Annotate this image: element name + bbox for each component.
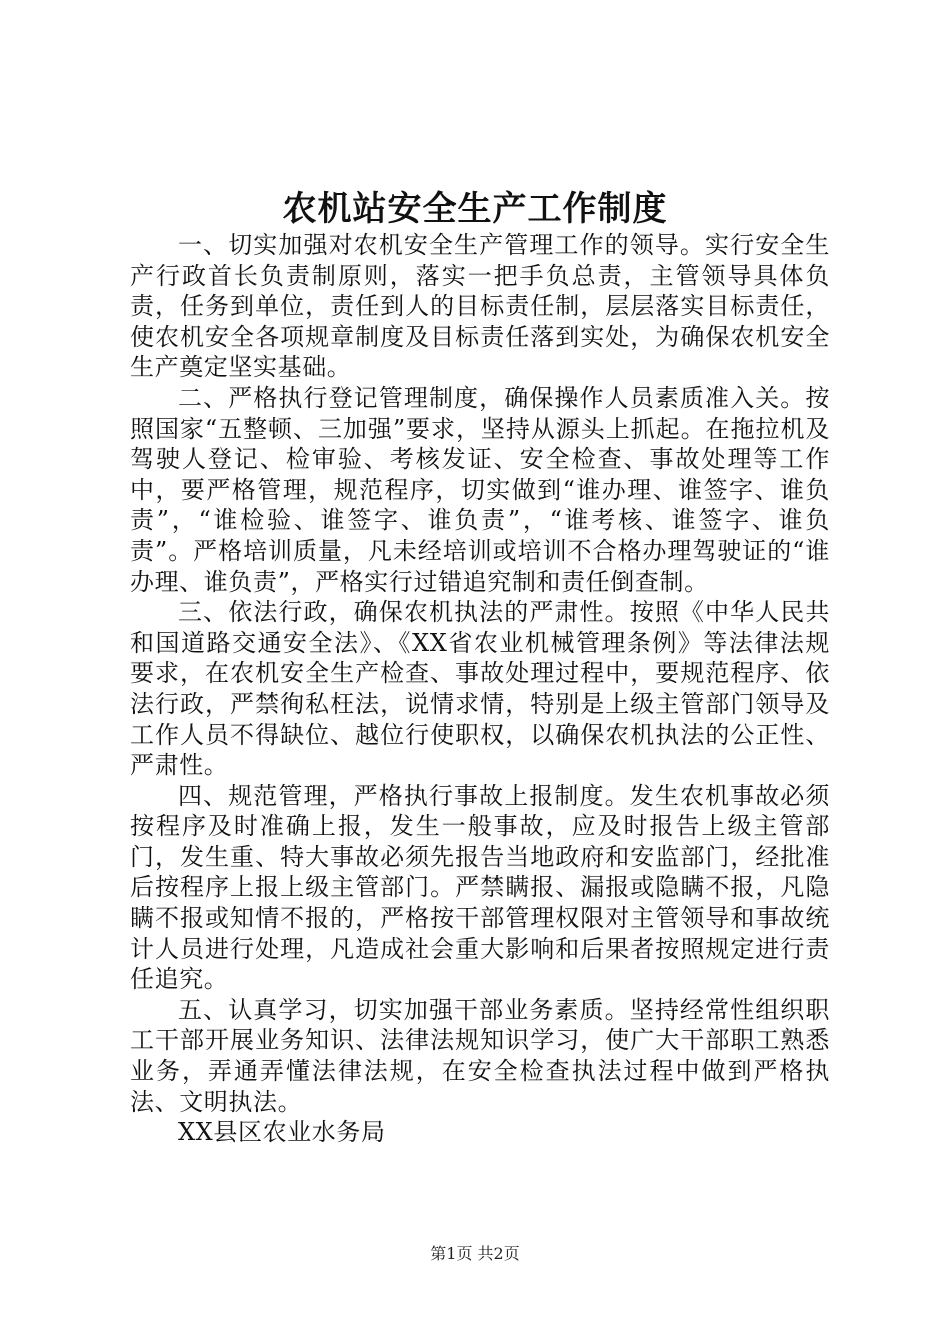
paragraph-4: 四、规范管理，严格执行事故上报制度。发生农机事故必须按程序及时准确上报，发生一般事故，应及时报告上级主管部门，发生重、特大事故必须先报告当地政府和安监部门，经批准后按程序上报上级主管部门。严禁瞒报、漏报或隐瞒不报，凡隐瞒不报或知情不报的，严格按干部管理权限对主管领导和事故统计人员进行处理，凡造成社会重大影响和后果者按照规定进行责任追究。 <box>130 781 830 994</box>
signature-organization: XX县区农业水务局 <box>178 1118 386 1147</box>
document-body <box>130 230 830 1148</box>
paragraph-1: 一、切实加强对农机安全生产管理工作的领导。实行安全生产行政首长负责制原则，落实一把手负总责，主管领导具体负责，任务到单位，责任到人的目标责任制，层层落实目标责任，使农机安全各项规章制度及目标责任落到实处，为确保农机安全生产奠定坚实基础。 <box>130 231 830 382</box>
page-footer: 第1页 共2页 <box>430 1244 520 1263</box>
paragraph-5: 五、认真学习，切实加强干部业务素质。坚持经常性组织职工干部开展业务知识、法律法规知识学习，使广大干部职工熟悉业务，弄通弄懂法律法规，在安全检查执法过程中做到严格执法、文明执法。 <box>130 995 830 1116</box>
document-title: 农机站安全生产工作制度 <box>282 189 668 229</box>
paragraph-2: 二、严格执行登记管理制度，确保操作人员素质准入关。按照国家“五整顿、三加强”要求，坚持从源头上抓起。在拖拉机及驾驶人登记、检审验、考核发证、安全检查、事故处理等工作中，要严格管理，规范程序，切实做到“谁办理、谁签字、谁负责”，“谁检验、谁签字、谁负责”，“谁考核、谁签字、谁负责”。严格培训质量，凡未经培训或培训不合格办理驾驶证的“谁办理、谁负责”，严格实行过错追究制和责任倒查制。 <box>130 383 830 596</box>
paragraph-3: 三、依法行政，确保农机执法的严肃性。按照《中华人民共和国道路交通安全法》、《XX省农业机械管理条例》等法律法规要求，在农机安全生产检查、事故处理过程中，要规范程序、依法行政，严禁徇私枉法，说情求情，特别是上级主管部门领导及工作人员不得缺位、越位行使职权，以确保农机执法的公正性、严肃性。 <box>130 598 830 780</box>
